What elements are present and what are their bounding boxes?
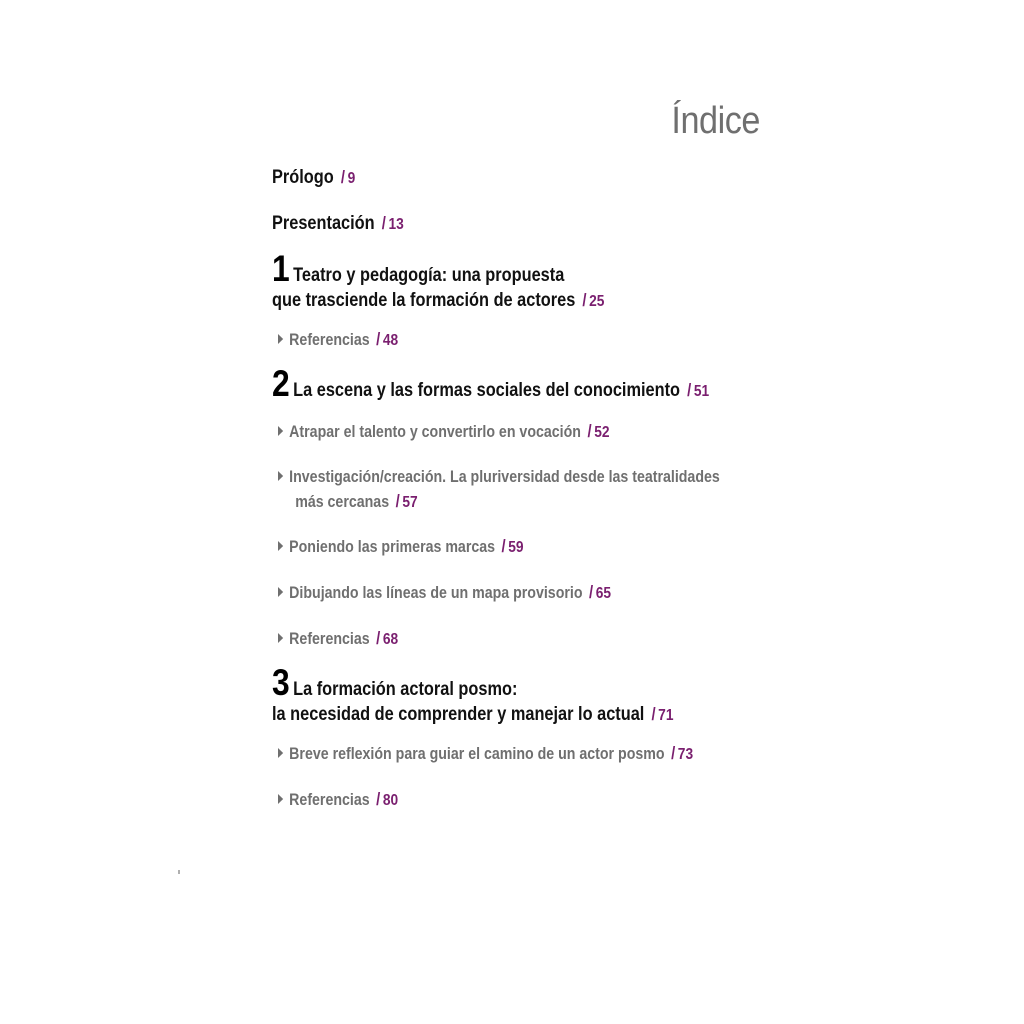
triangle-bullet-icon bbox=[278, 426, 283, 436]
triangle-bullet-icon bbox=[278, 587, 283, 597]
page-ref: / 51 bbox=[687, 380, 710, 400]
page-ref: / 73 bbox=[671, 743, 694, 763]
entry-label: Poniendo las primeras marcas bbox=[289, 538, 496, 556]
entry-label-line2: más cercanas bbox=[295, 493, 390, 511]
page-ref: / 52 bbox=[587, 421, 610, 441]
toc-subentry[interactable] bbox=[278, 419, 610, 445]
toc-chapter-3[interactable] bbox=[272, 662, 674, 728]
triangle-bullet-icon bbox=[278, 471, 283, 481]
page-ref: / 13 bbox=[381, 213, 404, 233]
entry-label: Dibujando las líneas de un mapa provisorio bbox=[289, 584, 583, 602]
toc-subentry[interactable] bbox=[278, 580, 611, 606]
entry-label: Atrapar el talento y convertirlo en vocación bbox=[289, 423, 581, 441]
entry-label: Referencias bbox=[289, 791, 370, 809]
triangle-bullet-icon bbox=[278, 633, 283, 643]
toc-entry-presentacion[interactable] bbox=[272, 211, 404, 237]
toc-subentry[interactable] bbox=[278, 626, 398, 652]
page-ref: / 25 bbox=[582, 290, 605, 310]
entry-label: Referencias bbox=[289, 331, 370, 349]
page-ref: / 65 bbox=[589, 582, 612, 602]
entry-label: Prólogo bbox=[272, 167, 334, 188]
page-ref: / 9 bbox=[340, 167, 356, 187]
page-ref: / 71 bbox=[651, 704, 674, 724]
page-ref: / 68 bbox=[376, 628, 399, 648]
chapter-title-line2: la necesidad de comprender y manejar lo actual bbox=[272, 704, 645, 725]
chapter-number: 2 bbox=[272, 363, 290, 404]
page-ref: / 48 bbox=[376, 329, 399, 349]
toc-subentry[interactable] bbox=[278, 465, 720, 515]
triangle-bullet-icon bbox=[278, 541, 283, 551]
toc-subentry[interactable] bbox=[278, 741, 693, 767]
entry-label: Referencias bbox=[289, 630, 370, 648]
page-ref: / 80 bbox=[376, 789, 399, 809]
entry-label: Presentación bbox=[272, 213, 375, 234]
triangle-bullet-icon bbox=[278, 794, 283, 804]
toc-chapter-2[interactable] bbox=[272, 363, 710, 404]
toc-subentry[interactable] bbox=[278, 534, 524, 560]
triangle-bullet-icon bbox=[278, 748, 283, 758]
chapter-title-line1: La formación actoral posmo: bbox=[293, 679, 518, 700]
toc-chapter-1[interactable] bbox=[272, 248, 605, 314]
toc-subentry[interactable] bbox=[278, 327, 398, 353]
toc-entry-prologo[interactable] bbox=[272, 165, 355, 191]
chapter-number: 3 bbox=[272, 662, 290, 703]
entry-label: Breve reflexión para guiar el camino de un actor posmo bbox=[289, 745, 665, 763]
entry-label-line1: Investigación/creación. La pluriversidad desde las teatralidades bbox=[289, 468, 720, 486]
chapter-number: 1 bbox=[272, 248, 290, 289]
margin-mark bbox=[178, 870, 180, 874]
chapter-title-line2: que trasciende la formación de actores bbox=[272, 290, 576, 311]
page-title: Índice bbox=[671, 100, 760, 142]
toc-subentry[interactable] bbox=[278, 787, 398, 813]
page-ref: / 57 bbox=[395, 491, 418, 511]
page-ref: / 59 bbox=[501, 536, 524, 556]
chapter-title-line1: La escena y las formas sociales del conocimiento bbox=[293, 380, 681, 401]
chapter-title-line1: Teatro y pedagogía: una propuesta bbox=[293, 265, 565, 286]
triangle-bullet-icon bbox=[278, 334, 283, 344]
